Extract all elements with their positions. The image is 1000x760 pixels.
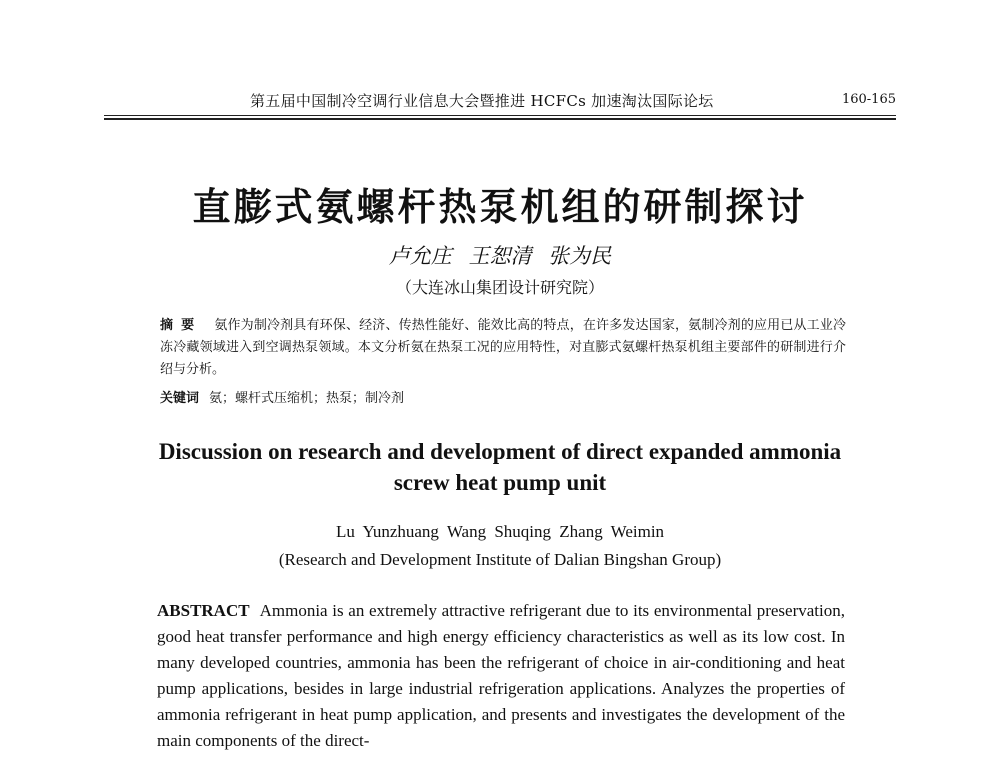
conference-name: 第五届中国制冷空调行业信息大会暨推进 HCFCs 加速淘汰国际论坛 bbox=[250, 92, 714, 110]
english-affiliation: (Research and Development Institute of Dalian Bingshan Group) bbox=[278, 550, 722, 569]
english-abstract bbox=[157, 598, 845, 754]
header-rule-thick bbox=[104, 118, 896, 120]
chinese-abstract-text: 氨作为制冷剂具有环保、经济、传热性能好、能效比高的特点，在许多发达国家，氨制冷剂的应用已从工业冷冻冷藏领域进入到空调热泵领域。本文分析氨在热泵工况的应用特性，对直膨式氨螺杆热泵机组主要部件的研制进行介绍与分析。 bbox=[160, 318, 846, 377]
chinese-title: 直膨式氨螺杆热泵机组的研制探讨 bbox=[192, 185, 808, 229]
header-rule-thin bbox=[104, 115, 896, 116]
running-header bbox=[100, 86, 900, 114]
chinese-authors: 卢允庄 王恕清 张为民 bbox=[388, 244, 612, 268]
page-range: 160-165 bbox=[841, 92, 896, 107]
chinese-keywords-label: 关键词 bbox=[160, 391, 200, 406]
chinese-keywords bbox=[160, 389, 846, 409]
chinese-affiliation: （大连冰山集团设计研究院） bbox=[395, 278, 604, 297]
english-abstract-label: ABSTRACT bbox=[157, 601, 250, 620]
chinese-keywords-text: 氨；螺杆式压缩机；热泵；制冷剂 bbox=[209, 391, 405, 406]
english-authors: Lu Yunzhuang Wang Shuqing Zhang Weimin bbox=[335, 522, 665, 541]
chinese-abstract bbox=[160, 315, 846, 381]
english-title: Discussion on research and development of direct expanded ammonia screw heat pump unit bbox=[158, 439, 842, 495]
chinese-abstract-label: 摘要 bbox=[160, 318, 203, 333]
english-abstract-text: Ammonia is an extremely attractive refrigerant due to its environmental preservation, good heat transfer performance and high energy efficiency characteristics as well as its low cost. In many developed countries, ammonia has been the refrigerant of choice in air-conditioning and heat pump applications, besides in large industrial refrigeration applications. Analyzes the properties of ammonia refrigerant in heat pump application, and presents and investigates the development of the main components of the direct- bbox=[157, 601, 845, 750]
